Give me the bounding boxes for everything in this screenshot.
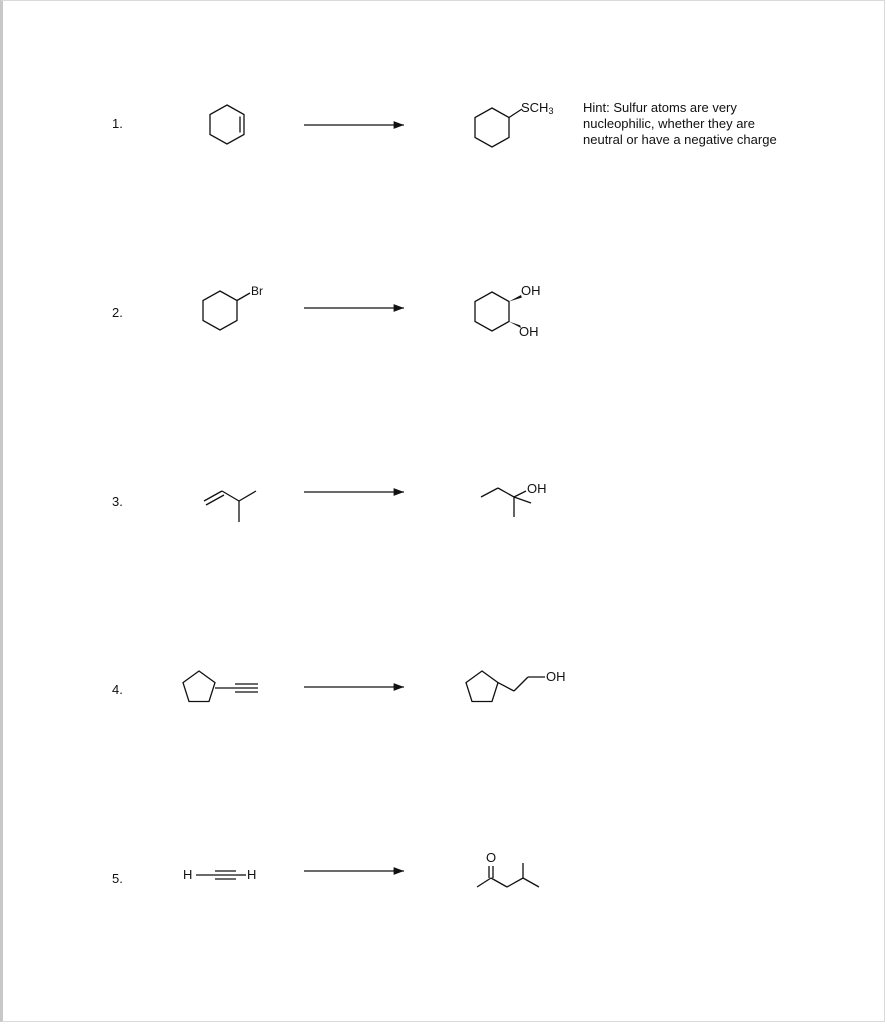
tertiary-alcohol-structure (481, 488, 531, 517)
hydrogen-left-label: H (183, 867, 193, 882)
hydroxyl-top-label: OH (521, 283, 541, 298)
carbonyl-oxygen-label: O (486, 850, 497, 865)
problem-2-number: 2. (112, 305, 123, 320)
hint-line-3: neutral or have a negative charge (583, 132, 777, 147)
hint-line-1: Hint: Sulfur atoms are very (583, 100, 737, 115)
problem-5-number: 5. (112, 871, 123, 886)
methylpentanone-structure (477, 863, 539, 887)
cyclohexanediol-structure (475, 292, 522, 331)
hydroxyl-bottom-label: OH (519, 324, 539, 339)
acetylene-structure (196, 871, 246, 879)
problem-4-number: 4. (112, 682, 123, 697)
hint-line-2: nucleophilic, whether they are (583, 116, 755, 131)
hydroxyl-label-3: OH (527, 481, 547, 496)
hint-text (583, 100, 823, 148)
bromocyclohexane-structure (203, 291, 250, 330)
problem-1-number: 1. (112, 116, 123, 131)
cyclopentyl-ethanol-structure (466, 671, 545, 702)
bromine-label: Br (251, 284, 263, 298)
methylbutene-structure (204, 491, 256, 522)
hydroxyl-label-4: OH (546, 669, 566, 684)
ethynylcyclopentane-structure (183, 671, 258, 702)
problem-3-number: 3. (112, 494, 123, 509)
hydrogen-right-label: H (247, 867, 257, 882)
cyclohexene-structure (210, 105, 244, 144)
cyclohexyl-methyl-sulfide-structure (475, 108, 522, 147)
sch3-label: $SCH_3$ (521, 100, 554, 116)
